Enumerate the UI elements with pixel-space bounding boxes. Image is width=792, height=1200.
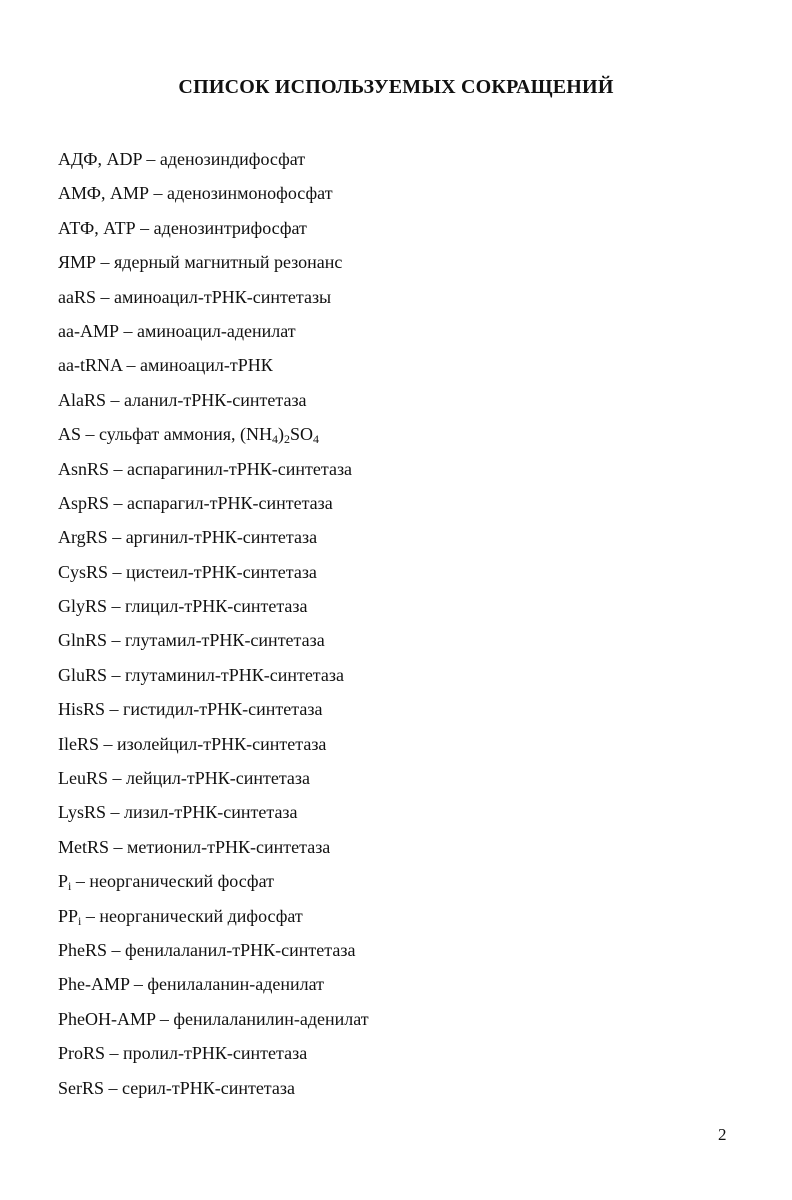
- abbreviation-term: ЯМР: [58, 252, 97, 273]
- abbreviation-term: АМФ, АМР: [58, 183, 150, 204]
- abbreviation-definition: гистидил-тРНК-синтетаза: [123, 699, 323, 720]
- abbreviation-dash: –: [107, 664, 126, 685]
- abbreviation-term: SerRS: [58, 1077, 105, 1098]
- abbreviation-term: AsnRS: [58, 458, 110, 479]
- abbreviation-list: [58, 145, 369, 1108]
- abbreviation-term-subscript: i: [78, 913, 82, 928]
- abbreviation-dash: –: [129, 974, 148, 995]
- abbreviation-definition: глутамил-тРНК-синтетаза: [125, 630, 325, 651]
- abbreviation-dash: –: [106, 802, 125, 823]
- abbreviation-item: [58, 558, 369, 592]
- abbreviation-term: PheOH-AMP: [58, 1008, 156, 1029]
- abbreviation-dash: –: [109, 458, 128, 479]
- page-title: СПИСОК ИСПОЛЬЗУЕМЫХ СОКРАЩЕНИЙ: [178, 76, 614, 98]
- abbreviation-term: aa-tRNA: [58, 355, 122, 376]
- abbreviation-definition: фенилаланин-аденилат: [147, 974, 325, 995]
- abbreviation-dash: –: [107, 630, 126, 651]
- abbreviation-term: LysRS: [58, 802, 107, 823]
- abbreviation-definition: сульфат аммония, (NH: [99, 424, 273, 445]
- abbreviation-item: [58, 420, 369, 454]
- abbreviation-definition: ядерный магнитный резонанс: [114, 252, 343, 273]
- abbreviation-term-subscript: i: [68, 879, 72, 894]
- abbreviation-dash: –: [121, 355, 140, 376]
- abbreviation-term: AspRS: [58, 492, 110, 513]
- abbreviation-term: PP: [58, 905, 79, 926]
- abbreviation-definition: глутаминил-тРНК-синтетаза: [125, 664, 344, 685]
- abbreviation-dash: –: [104, 1077, 123, 1098]
- abbreviation-definition: пролил-тРНК-синтетаза: [123, 1043, 308, 1064]
- abbreviation-definition: глицил-тРНК-синтетаза: [125, 596, 308, 617]
- abbreviation-term: Phe-AMP: [58, 974, 130, 995]
- abbreviation-item: [58, 489, 369, 523]
- abbreviation-definition: аденозинтрифосфат: [153, 217, 307, 238]
- abbreviation-dash: –: [135, 217, 154, 238]
- abbreviation-item: [58, 523, 369, 557]
- abbreviation-definition: аденозинмонофосфат: [167, 183, 333, 204]
- abbreviation-item: [58, 661, 369, 695]
- abbreviation-item: [58, 145, 369, 179]
- abbreviation-definition: серил-тРНК-синтетаза: [122, 1077, 295, 1098]
- abbreviation-definition: аминоацил-тРНК: [139, 355, 273, 376]
- abbreviation-term: MetRS: [58, 836, 110, 857]
- page-number: 2: [718, 1125, 727, 1144]
- abbreviation-item: [58, 1005, 369, 1039]
- abbreviation-term: GluRS: [58, 664, 108, 685]
- abbreviation-item: [58, 455, 369, 489]
- abbreviation-dash: –: [106, 389, 125, 410]
- formula-part: SO: [290, 424, 314, 445]
- abbreviation-term: AlaRS: [58, 389, 107, 410]
- abbreviation-definition: фенилаланилин-аденилат: [173, 1008, 369, 1029]
- abbreviation-dash: –: [149, 183, 168, 204]
- abbreviation-definition: неорганический фосфат: [89, 871, 274, 892]
- abbreviation-dash: –: [141, 149, 160, 169]
- abbreviation-term: ProRS: [58, 1043, 106, 1064]
- abbreviation-item: [58, 592, 369, 626]
- abbreviation-item: [58, 730, 369, 764]
- abbreviation-dash: –: [155, 1008, 174, 1029]
- abbreviation-term: P: [58, 871, 69, 892]
- abbreviation-term: PheRS: [58, 939, 108, 960]
- abbreviation-term: аа-АМР: [58, 320, 119, 341]
- abbreviation-item: [58, 179, 369, 213]
- abbreviation-item: [58, 867, 369, 901]
- abbreviation-dash: –: [109, 836, 128, 857]
- abbreviation-term: IleRS: [58, 733, 100, 754]
- abbreviation-definition: метионил-тРНК-синтетаза: [127, 836, 331, 857]
- formula-subscript: 4: [272, 432, 279, 447]
- abbreviation-item: [58, 317, 369, 351]
- abbreviation-dash: –: [107, 527, 126, 548]
- abbreviation-term: AS: [58, 424, 82, 445]
- formula-subscript: 2: [284, 432, 291, 447]
- formula-subscript: 4: [313, 432, 320, 447]
- abbreviation-term: aaRS: [58, 286, 96, 307]
- abbreviation-dash: –: [105, 699, 124, 720]
- abbreviation-dash: –: [96, 286, 114, 307]
- abbreviation-item: [58, 798, 369, 832]
- abbreviation-item: [58, 248, 369, 282]
- abbreviation-item: [58, 283, 369, 317]
- abbreviation-definition: неорганический дифосфат: [99, 905, 303, 926]
- abbreviation-item: [58, 1039, 369, 1073]
- abbreviation-dash: –: [107, 596, 126, 617]
- abbreviation-term: GlnRS: [58, 630, 108, 651]
- abbreviation-dash: –: [81, 424, 100, 445]
- abbreviation-dash: –: [81, 905, 100, 926]
- abbreviation-definition: аминоацил-аденилат: [137, 320, 296, 341]
- abbreviation-term: HisRS: [58, 699, 106, 720]
- abbreviation-item: [58, 936, 369, 970]
- abbreviation-item: [58, 626, 369, 660]
- abbreviation-item: [58, 386, 369, 420]
- abbreviation-definition: аланил-тРНК-синтетаза: [124, 389, 307, 410]
- abbreviation-item: [58, 214, 369, 248]
- abbreviation-item: [58, 970, 369, 1004]
- abbreviation-dash: –: [71, 871, 90, 892]
- abbreviation-definition: аденозиндифосфат: [159, 149, 306, 169]
- abbreviation-dash: –: [105, 1043, 124, 1064]
- abbreviation-term: АДФ, ADP: [58, 149, 142, 169]
- formula-part: ): [278, 424, 285, 445]
- abbreviation-term: ArgRS: [58, 527, 108, 548]
- abbreviation-term: GlyRS: [58, 596, 108, 617]
- abbreviation-item: [58, 833, 369, 867]
- abbreviation-item: [58, 764, 369, 798]
- abbreviation-dash: –: [119, 320, 137, 341]
- abbreviation-definition: цистеил-тРНК-синтетаза: [126, 561, 317, 582]
- abbreviation-item: [58, 902, 369, 936]
- abbreviation-definition: аспарагил-тРНК-синтетаза: [127, 492, 333, 513]
- abbreviation-definition: аргинил-тРНК-синтетаза: [125, 527, 318, 548]
- abbreviation-definition: изолейцил-тРНК-синтетаза: [117, 733, 327, 754]
- abbreviation-definition: фенилаланил-тРНК-синтетаза: [125, 939, 356, 960]
- abbreviation-dash: –: [107, 939, 126, 960]
- abbreviation-term: LeuRS: [58, 768, 109, 789]
- abbreviation-definition: аспарагинил-тРНК-синтетаза: [127, 458, 353, 479]
- abbreviation-dash: –: [99, 733, 118, 754]
- abbreviation-item: [58, 1074, 369, 1108]
- abbreviation-term: CysRS: [58, 561, 109, 582]
- abbreviation-dash: –: [108, 561, 127, 582]
- abbreviation-dash: –: [109, 492, 128, 513]
- abbreviation-item: [58, 695, 369, 729]
- abbreviation-definition: лизил-тРНК-синтетаза: [124, 802, 298, 823]
- abbreviation-definition: аминоацил-тРНК-синтетазы: [114, 286, 332, 307]
- abbreviation-term: АТФ, АТР: [58, 217, 136, 238]
- abbreviation-definition: лейцил-тРНК-синтетаза: [126, 768, 311, 789]
- abbreviation-dash: –: [108, 768, 127, 789]
- abbreviation-dash: –: [96, 252, 115, 273]
- abbreviation-item: [58, 351, 369, 385]
